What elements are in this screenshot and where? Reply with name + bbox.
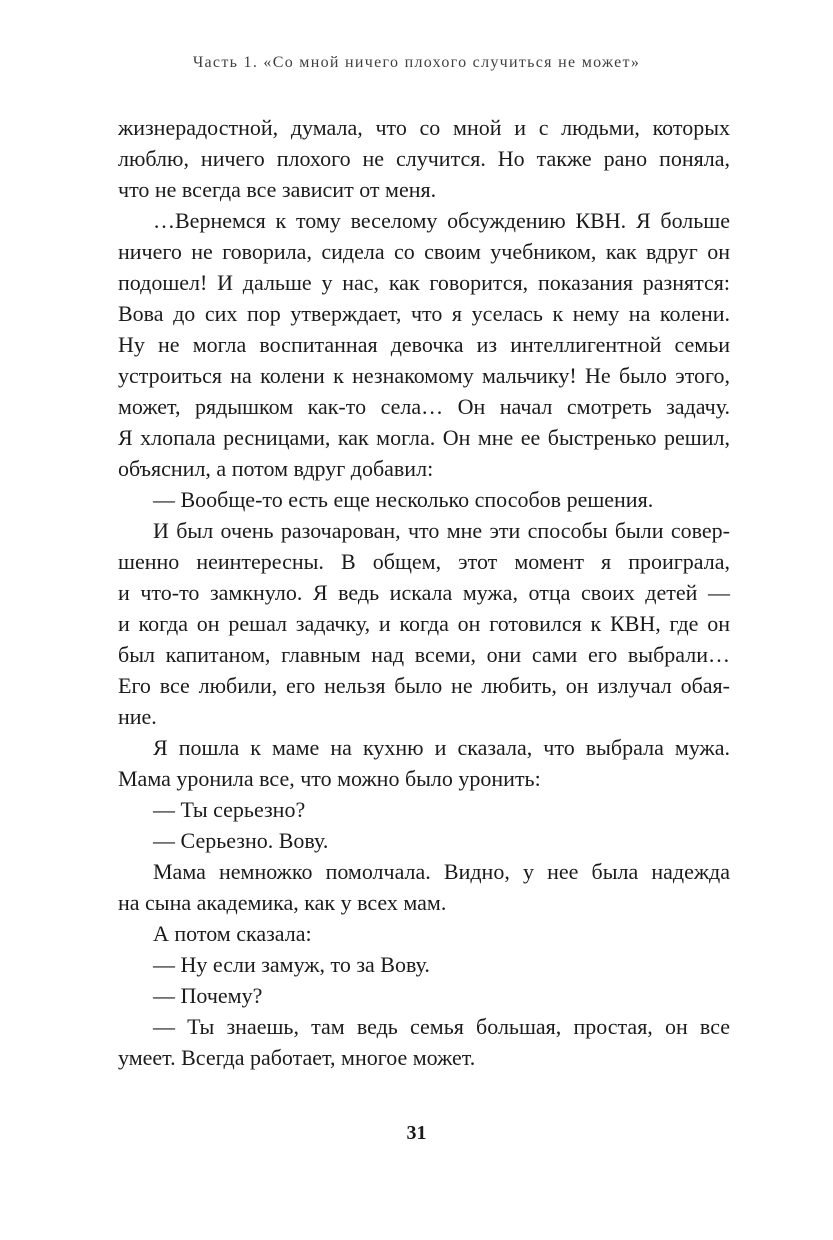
body-line: — Вообще-то есть еще несколько способов решения.: [153, 487, 654, 512]
body-line: устроиться на колени к незнакомому мальчику! Не было этого,: [118, 363, 730, 388]
body-line: Ну не могла воспитанная девочка из интеллигентной семьи: [118, 332, 730, 357]
body-line: — Серьезно. Вову.: [153, 828, 329, 853]
body-line: умеет. Всегда работает, многое может.: [118, 1045, 476, 1070]
body-line: и что-то замкнуло. Я ведь искала мужа, отца своих детей —: [118, 580, 730, 605]
body-line: ничего не говорила, сидела со своим учебником, как вдруг он: [118, 239, 730, 264]
body-line: — Ну если замуж, то за Вову.: [153, 952, 430, 977]
body-line: на сына академика, как у всех мам.: [118, 890, 447, 915]
body-line: Его все любили, его нельзя было не любить, он излучал обая-: [118, 673, 730, 698]
body-line: объяснил, а потом вдруг добавил:: [118, 456, 434, 481]
body-line: — Ты знаешь, там ведь семья большая, простая, он все: [153, 1014, 730, 1039]
body-line: был капитаном, главным над всеми, они сами его выбрали…: [118, 642, 730, 667]
body-line: И был очень разочарован, что мне эти способы были совер-: [153, 518, 730, 543]
body-line: шенно неинтересны. В общем, этот момент я проиграла,: [118, 549, 730, 574]
page-number: 31: [406, 1122, 427, 1144]
body-line: что не всегда все зависит от меня.: [118, 177, 437, 202]
body-line: жизнерадостной, думала, что со мной и с людьми, которых: [118, 115, 730, 140]
body-line: …Вернемся к тому веселому обсуждению КВН. Я больше: [153, 208, 730, 233]
body-line: Мама уронила все, что можно было уронить:: [118, 766, 541, 791]
body-line: — Почему?: [153, 983, 263, 1008]
body-line: ние.: [118, 704, 157, 729]
body-line: может, рядышком как-то села… Он начал смотреть задачу.: [118, 394, 730, 419]
body-line: Я хлопала ресницами, как могла. Он мне ее быстренько решил,: [118, 425, 730, 450]
body-line: подошел! И дальше у нас, как говорится, показания разнятся:: [118, 270, 730, 295]
body-line: и когда он решал задачку, и когда он готовился к КВН, где он: [118, 611, 730, 636]
body-line: А потом сказала:: [153, 921, 312, 946]
running-header: Часть 1. «Со мной ничего плохого случиться не может»: [192, 54, 641, 71]
body-line: люблю, ничего плохого не случится. Но также рано поняла,: [118, 146, 730, 171]
body-line: Вова до сих пор утверждает, что я уселась к нему на колени.: [118, 301, 730, 326]
body-line: Я пошла к маме на кухню и сказала, что выбрала мужа.: [153, 735, 730, 760]
body-line: Мама немножко помолчала. Видно, у нее была надежда: [153, 859, 730, 884]
body-line: — Ты серьезно?: [153, 797, 306, 822]
body-text: [118, 112, 730, 1073]
